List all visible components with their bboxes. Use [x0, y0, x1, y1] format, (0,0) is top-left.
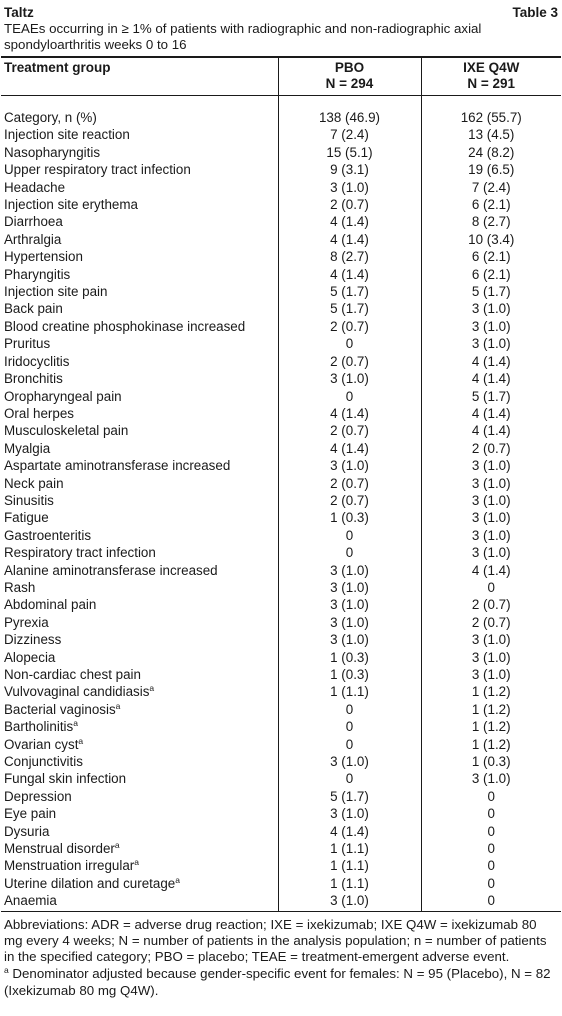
cell-ixe: 1 (1.2) — [421, 701, 561, 718]
cell-ixe: 7 (2.4) — [421, 179, 561, 196]
cell-ixe: 162 (55.7) — [421, 109, 561, 126]
header-treatment-group: Treatment group — [1, 57, 278, 96]
table-row — [1, 440, 561, 457]
row-label-text: Abdominal pain — [4, 597, 97, 613]
row-label — [1, 666, 278, 683]
header-pbo-n: N = 294 — [325, 76, 374, 91]
footnote-marker: a — [4, 965, 9, 976]
cell-pbo: 4 (1.4) — [278, 266, 421, 283]
cell-ixe: 3 (1.0) — [421, 475, 561, 492]
cell-ixe: 6 (2.1) — [421, 248, 561, 265]
row-label-text: Pruritus — [4, 336, 51, 352]
row-label — [1, 248, 278, 265]
row-label-text: Pharyngitis — [4, 266, 71, 282]
table-row — [1, 788, 561, 805]
table-row — [1, 422, 561, 439]
cell-ixe: 3 (1.0) — [421, 631, 561, 648]
row-label-text: Sinusitis — [4, 492, 54, 508]
cell-ixe: 3 (1.0) — [421, 666, 561, 683]
row-label — [1, 405, 278, 422]
row-label — [1, 475, 278, 492]
row-label — [1, 509, 278, 526]
row-label — [1, 179, 278, 196]
row-label — [1, 266, 278, 283]
table-row — [1, 701, 561, 718]
cell-pbo: 0 — [278, 701, 421, 718]
row-label — [1, 683, 278, 700]
row-label — [1, 701, 278, 718]
table-row — [1, 388, 561, 405]
table-header — [1, 57, 561, 96]
row-label — [1, 492, 278, 509]
row-label-text: Musculoskeletal pain — [4, 423, 129, 439]
cell-ixe: 4 (1.4) — [421, 405, 561, 422]
table-row — [1, 527, 561, 544]
cell-pbo: 3 (1.0) — [278, 614, 421, 631]
table-row — [1, 335, 561, 352]
cell-pbo: 3 (1.0) — [278, 179, 421, 196]
table-row — [1, 266, 561, 283]
cell-ixe: 1 (1.2) — [421, 718, 561, 735]
row-label-text: Bacterial vaginosis — [4, 701, 116, 717]
cell-pbo: 3 (1.0) — [278, 596, 421, 613]
cell-pbo: 0 — [278, 770, 421, 787]
row-label-text: Alanine aminotransferase increased — [4, 562, 218, 578]
row-label — [1, 231, 278, 248]
footnote-marker: a — [149, 683, 155, 694]
table-row — [1, 370, 561, 387]
table-row — [1, 683, 561, 700]
table-row — [1, 805, 561, 822]
table-row — [1, 579, 561, 596]
cell-ixe: 3 (1.0) — [421, 492, 561, 509]
cell-pbo: 1 (1.1) — [278, 875, 421, 892]
row-label-text: Ovarian cyst — [4, 736, 79, 752]
header-ixe-n: N = 291 — [467, 76, 516, 91]
table-row — [1, 753, 561, 770]
cell-ixe: 2 (0.7) — [421, 614, 561, 631]
cell-pbo: 0 — [278, 718, 421, 735]
cell-ixe: 0 — [421, 788, 561, 805]
row-label — [1, 562, 278, 579]
table-row — [1, 857, 561, 874]
cell-pbo: 0 — [278, 335, 421, 352]
row-label — [1, 353, 278, 370]
cell-ixe: 0 — [421, 840, 561, 857]
row-label — [1, 788, 278, 805]
row-label — [1, 370, 278, 387]
cell-pbo: 4 (1.4) — [278, 823, 421, 840]
cell-pbo: 0 — [278, 388, 421, 405]
row-label-text: Conjunctivitis — [4, 754, 83, 770]
table-row — [1, 840, 561, 857]
row-label — [1, 614, 278, 631]
row-label-text: Aspartate aminotransferase increased — [4, 458, 231, 474]
row-label-text: Oral herpes — [4, 405, 74, 421]
teae-table — [1, 56, 561, 912]
row-label-text: Rash — [4, 579, 36, 595]
row-label-text: Menstrual disorder — [4, 841, 115, 857]
row-label — [1, 770, 278, 787]
row-label — [1, 823, 278, 840]
table-body — [1, 96, 561, 912]
cell-ixe: 3 (1.0) — [421, 318, 561, 335]
cell-ixe: 4 (1.4) — [421, 562, 561, 579]
denominator-note — [4, 966, 558, 998]
cell-pbo: 3 (1.0) — [278, 457, 421, 474]
row-label-text: Depression — [4, 788, 72, 804]
cell-ixe: 10 (3.4) — [421, 231, 561, 248]
row-label-text: Neck pain — [4, 475, 64, 491]
table-row — [1, 248, 561, 265]
row-label-text: Iridocyclitis — [4, 353, 70, 369]
row-label-text: Uterine dilation and curetage — [4, 875, 176, 891]
row-label-text: Fungal skin infection — [4, 771, 127, 787]
row-label — [1, 161, 278, 178]
table-row — [1, 300, 561, 317]
header-pbo — [278, 57, 421, 96]
row-label-text: Respiratory tract infection — [4, 545, 156, 561]
table-number: Table 3 — [512, 5, 558, 20]
table-row — [1, 666, 561, 683]
row-label — [1, 388, 278, 405]
table-row — [1, 649, 561, 666]
header-row — [1, 0, 561, 20]
cell-ixe: 6 (2.1) — [421, 196, 561, 213]
row-label — [1, 213, 278, 230]
row-label-text: Dysuria — [4, 823, 50, 839]
cell-pbo: 0 — [278, 544, 421, 561]
denominator-note-text: Denominator adjusted because gender-specific event for females: N = 95 (Placebo), N = 82 (Ixekizumab 80 mg Q4W). — [4, 966, 551, 998]
cell-pbo: 1 (0.3) — [278, 509, 421, 526]
cell-pbo: 5 (1.7) — [278, 788, 421, 805]
table-row — [1, 109, 561, 126]
table-row — [1, 492, 561, 509]
row-label-text: Back pain — [4, 301, 63, 317]
table-row — [1, 179, 561, 196]
row-label-text: Upper respiratory tract infection — [4, 162, 191, 178]
cell-ixe: 13 (4.5) — [421, 126, 561, 143]
cell-pbo: 1 (1.1) — [278, 857, 421, 874]
cell-pbo: 15 (5.1) — [278, 144, 421, 161]
table-row — [1, 353, 561, 370]
table-row — [1, 318, 561, 335]
cell-pbo: 2 (0.7) — [278, 318, 421, 335]
abbreviations-note: Abbreviations: ADR = adverse drug reaction; IXE = ixekizumab; IXE Q4W = ixekizumab 80 mg every 4 weeks; N = number of patients in the analysis population; n = number of patients in the specified category; PBO = placebo; TEAE = treatment-emergent adverse event. — [4, 916, 547, 965]
cell-pbo: 1 (0.3) — [278, 666, 421, 683]
row-label-text: Bartholinitis — [4, 719, 74, 735]
table-row — [1, 770, 561, 787]
table-row — [1, 475, 561, 492]
row-label-text: Hypertension — [4, 249, 83, 265]
cell-pbo: 5 (1.7) — [278, 300, 421, 317]
cell-pbo: 4 (1.4) — [278, 213, 421, 230]
cell-ixe: 3 (1.0) — [421, 649, 561, 666]
row-label-text: Nasopharyngitis — [4, 144, 101, 160]
row-label — [1, 875, 278, 892]
footnote-marker: a — [115, 700, 121, 711]
table-row — [1, 562, 561, 579]
cell-ixe: 1 (1.2) — [421, 736, 561, 753]
cell-pbo: 8 (2.7) — [278, 248, 421, 265]
cell-ixe: 0 — [421, 805, 561, 822]
cell-pbo: 4 (1.4) — [278, 440, 421, 457]
cell-pbo: 4 (1.4) — [278, 231, 421, 248]
table-row — [1, 144, 561, 161]
table-row — [1, 875, 561, 892]
cell-ixe: 4 (1.4) — [421, 370, 561, 387]
row-label — [1, 649, 278, 666]
table-row — [1, 283, 561, 300]
cell-pbo: 3 (1.0) — [278, 631, 421, 648]
cell-pbo: 0 — [278, 527, 421, 544]
cell-ixe: 8 (2.7) — [421, 213, 561, 230]
row-label — [1, 457, 278, 474]
cell-pbo: 3 (1.0) — [278, 562, 421, 579]
cell-ixe: 4 (1.4) — [421, 353, 561, 370]
cell-ixe: 6 (2.1) — [421, 266, 561, 283]
cell-pbo: 3 (1.0) — [278, 805, 421, 822]
cell-pbo: 1 (1.1) — [278, 683, 421, 700]
cell-pbo: 2 (0.7) — [278, 492, 421, 509]
row-label-text: Gastroenteritis — [4, 527, 92, 543]
table-row — [1, 405, 561, 422]
row-label — [1, 440, 278, 457]
cell-ixe: 4 (1.4) — [421, 422, 561, 439]
footnotes — [1, 912, 561, 999]
row-label — [1, 335, 278, 352]
cell-pbo: 2 (0.7) — [278, 422, 421, 439]
footnote-marker: a — [175, 874, 180, 885]
cell-pbo: 3 (1.0) — [278, 579, 421, 596]
row-label-text: Bronchitis — [4, 371, 63, 387]
row-label — [1, 753, 278, 770]
cell-ixe: 5 (1.7) — [421, 388, 561, 405]
cell-pbo: 3 (1.0) — [278, 370, 421, 387]
row-label — [1, 579, 278, 596]
cell-ixe: 1 (1.2) — [421, 683, 561, 700]
row-label — [1, 805, 278, 822]
row-label-text: Blood creatine phosphokinase increased — [4, 318, 246, 334]
cell-pbo: 1 (1.1) — [278, 840, 421, 857]
row-label-text: Headache — [4, 179, 66, 195]
row-label — [1, 300, 278, 317]
table-caption: TEAEs occurring in ≥ 1% of patients with radiographic and non-radiographic axial spondyloarthritis weeks 0 to 16 — [4, 21, 482, 52]
cell-pbo: 138 (46.9) — [278, 109, 421, 126]
row-label-text: Diarrhoea — [4, 214, 63, 230]
cell-pbo: 5 (1.7) — [278, 283, 421, 300]
row-label — [1, 109, 278, 126]
row-label-text: Category, n (%) — [4, 110, 97, 125]
table-row — [1, 823, 561, 840]
cell-ixe: 3 (1.0) — [421, 544, 561, 561]
cell-pbo: 3 (1.0) — [278, 892, 421, 911]
row-label-text: Menstruation irregular — [4, 858, 135, 874]
row-label-text: Oropharyngeal pain — [4, 388, 122, 404]
cell-ixe: 3 (1.0) — [421, 457, 561, 474]
cell-pbo: 4 (1.4) — [278, 405, 421, 422]
table-row — [1, 213, 561, 230]
row-label-text: Arthralgia — [4, 231, 62, 247]
header-pbo-label: PBO — [334, 60, 365, 75]
footnote-marker: a — [114, 840, 120, 851]
header-ixe-label: IXE Q4W — [463, 60, 520, 75]
row-label-text: Vulvovaginal candidiasis — [4, 684, 150, 700]
cell-ixe: 0 — [421, 823, 561, 840]
row-label-text: Injection site erythema — [4, 197, 138, 213]
table-row — [1, 631, 561, 648]
table-row — [1, 509, 561, 526]
row-label — [1, 544, 278, 561]
row-label-text: Injection site reaction — [4, 127, 130, 143]
table-row — [1, 457, 561, 474]
cell-ixe: 0 — [421, 579, 561, 596]
cell-pbo: 1 (0.3) — [278, 649, 421, 666]
table-row — [1, 892, 561, 911]
cell-ixe: 2 (0.7) — [421, 440, 561, 457]
row-label-text: Anaemia — [4, 893, 57, 909]
cell-ixe: 3 (1.0) — [421, 770, 561, 787]
table-row — [1, 544, 561, 561]
table-row — [1, 614, 561, 631]
cell-ixe: 19 (6.5) — [421, 161, 561, 178]
table-row — [1, 736, 561, 753]
row-label — [1, 283, 278, 300]
table-row — [1, 126, 561, 143]
cell-ixe: 3 (1.0) — [421, 509, 561, 526]
row-label-text: Pyrexia — [4, 614, 49, 630]
row-label — [1, 527, 278, 544]
row-label-text: Alopecia — [4, 649, 56, 665]
cell-pbo: 2 (0.7) — [278, 196, 421, 213]
row-label — [1, 631, 278, 648]
cell-ixe: 3 (1.0) — [421, 300, 561, 317]
row-label — [1, 892, 278, 911]
row-label — [1, 196, 278, 213]
row-label — [1, 596, 278, 613]
table-row — [1, 596, 561, 613]
row-label-text: Myalgia — [4, 440, 51, 456]
table-row — [1, 231, 561, 248]
table-row — [1, 161, 561, 178]
cell-ixe: 0 — [421, 892, 561, 911]
cell-pbo: 3 (1.0) — [278, 753, 421, 770]
footnote-marker: a — [78, 735, 84, 746]
row-label — [1, 840, 278, 857]
row-label — [1, 144, 278, 161]
cell-ixe: 0 — [421, 857, 561, 874]
table-row — [1, 196, 561, 213]
table-spacer-row — [1, 96, 561, 110]
footnote-marker: a — [134, 857, 139, 868]
row-label — [1, 126, 278, 143]
cell-ixe: 1 (0.3) — [421, 753, 561, 770]
row-label — [1, 736, 278, 753]
row-label — [1, 422, 278, 439]
header-ixe — [421, 57, 561, 96]
row-label-text: Non-cardiac chest pain — [4, 667, 141, 682]
cell-ixe: 5 (1.7) — [421, 283, 561, 300]
footnote-marker: a — [73, 718, 78, 729]
cell-ixe: 24 (8.2) — [421, 144, 561, 161]
row-label-text: Dizziness — [4, 632, 62, 648]
brand-name: Taltz — [4, 5, 34, 20]
cell-pbo: 9 (3.1) — [278, 161, 421, 178]
cell-ixe: 3 (1.0) — [421, 527, 561, 544]
cell-pbo: 2 (0.7) — [278, 475, 421, 492]
cell-ixe: 0 — [421, 875, 561, 892]
cell-pbo: 0 — [278, 736, 421, 753]
row-label — [1, 318, 278, 335]
cell-pbo: 2 (0.7) — [278, 353, 421, 370]
row-label-text: Fatigue — [4, 510, 49, 526]
cell-pbo: 7 (2.4) — [278, 126, 421, 143]
row-label — [1, 857, 278, 874]
cell-ixe: 3 (1.0) — [421, 335, 561, 352]
table-row — [1, 718, 561, 735]
cell-ixe: 2 (0.7) — [421, 596, 561, 613]
row-label-text: Eye pain — [4, 806, 57, 822]
row-label — [1, 718, 278, 735]
row-label-text: Injection site pain — [4, 284, 108, 300]
